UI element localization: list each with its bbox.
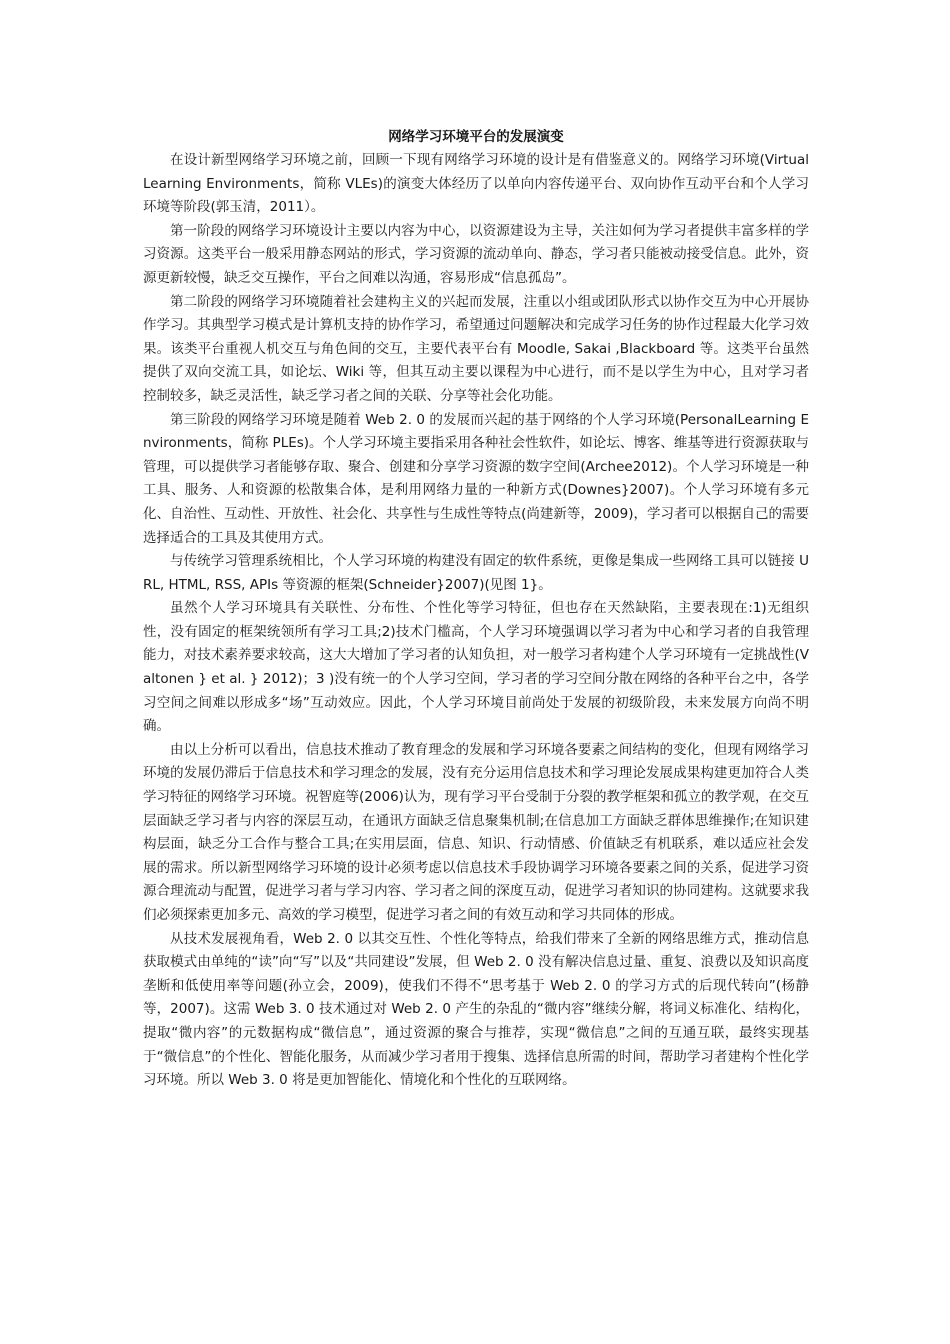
paragraph-intro: 在设计新型网络学习环境之前，回顾一下现有网络学习环境的设计是有借鉴意义的。网络学习环境(Virtual Learning Environments，简称 VLEs)的演变大体经历了以单向内容传递平台、双向协作互动平台和个人学习环境等阶段(郭玉清，2011）。 [143, 152, 809, 216]
paragraph-comparison: 与传统学习管理系统相比，个人学习环境的构建没有固定的软件系统，更像是集成一些网络工具可以链接 URL, HTML, RSS, APIs 等资源的框架(Schneider}2007)(见图 1}。 [143, 553, 809, 593]
document-title: 网络学习环境平台的发展演变 [388, 129, 564, 145]
document-page [143, 126, 809, 1093]
paragraph-defects: 虽然个人学习环境具有关联性、分布性、个性化等学习特征，但也存在天然缺陷，主要表现在:1)无组织性，没有固定的框架统领所有学习工具;2)技术门槛高，个人学习环境强调以学习者为中心和学习者的自我管理能力，对技术素养要求较高，这大大增加了学习者的认知负担，对一般学习者构建个人学习环境有一定挑战性(Valtonen } et al. } 2012)；3 )没有统一的个人学习空间，学习者的学习空间分散在网络的各种平台之中，各学习空间之间难以形成多“场”互动效应。因此，个人学习环境目前尚处于发展的初级阶段，未来发展方向尚不明确。 [143, 600, 809, 735]
paragraph-analysis: 由以上分析可以看出，信息技术推动了教育理念的发展和学习环境各要素之间结构的变化，但现有网络学习环境的发展仍滞后于信息技术和学习理念的发展，没有充分运用信息技术和学习理论发展成果构建更加符合人类学习特征的网络学习环境。祝智庭等(2006)认为，现有学习平台受制于分裂的教学框架和孤立的教学观，在交互层面缺乏学习者与内容的深层互动，在通讯方面缺乏信息聚集机制;在信息加工方面缺乏群体思维操作;在知识建构层面，缺乏分工合作与整合工具;在实用层面，信息、知识、行动情感、价值缺乏有机联系，难以适应社会发展的需求。所以新型网络学习环境的设计必须考虑以信息技术手段协调学习环境各要素之间的关系，促进学习资源合理流动与配置，促进学习者与学习内容、学习者之间的深度互动，促进学习者知识的协同建构。这就要求我们必须探索更加多元、高效的学习模型，促进学习者之间的有效互动和学习共同体的形成。 [143, 741, 809, 923]
paragraph-stage-three: 第三阶段的网络学习环境是随着 Web 2. 0 的发展而兴起的基于网络的个人学习环境(PersonalLearning Environments，简称 PLEs)。个人学习环境主要指采用各种社会性软件，如论坛、博客、维基等进行资源获取与管理，可以提供学习者能够存取、聚合、创建和分享学习资源的数字空间(Archee2012)。个人学习环境是一种工具、服务、人和资源的松散集合体，是利用网络力量的一种新方式(Downes}2007)。个人学习环境有多元化、自治性、互动性、开放性、社会化、共享性与生成性等特点(尚建新等，2009)，学习者可以根据自己的需要选择适合的工具及其使用方式。 [143, 411, 809, 546]
paragraph-stage-two: 第二阶段的网络学习环境随着社会建构主义的兴起而发展，注重以小组或团队形式以协作交互为中心开展协作学习。其典型学习模式是计算机支持的协作学习，希望通过问题解决和完成学习任务的协作过程最大化学习效果。该类平台重视人机交互与角色间的交互，主要代表平台有 Moodle, Sakai ,Blackboard 等。这类平台虽然提供了双向交流工具，如论坛、Wiki 等，但其互动主要以课程为中心进行，而不是以学生为中心，且对学习者控制较多，缺乏灵活性，缺乏学习者之间的关联、分享等社会化功能。 [143, 293, 809, 404]
paragraph-web3: 从技术发展视角看，Web 2. 0 以其交互性、个性化等特点，给我们带来了全新的网络思维方式，推动信息获取模式由单纯的“读”向“写”以及“共同建设”发展，但 Web 2. 0 没有解决信息过量、重复、浪费以及知识高度垄断和低使用率等问题(孙立会，2009)，使我们不得不“思考基于 Web 2. 0 的学习方式的后现代转向”(杨静等，2007)。这需 Web 3. 0 技术通过对 Web 2. 0 产生的杂乱的“微内容”继续分解，将词义标准化、结构化，提取“微内容”的元数据构成“微信息”，通过资源的聚合与推荐，实现“微信息”之间的互通互联，最终实现基于“微信息”的个性化、智能化服务，从而减少学习者用于搜集、选择信息所需的时间，帮助学习者建构个性化学习环境。所以 Web 3. 0 将是更加智能化、情境化和个性化的互联网络。 [143, 930, 809, 1089]
paragraph-stage-one: 第一阶段的网络学习环境设计主要以内容为中心，以资源建设为主导，关注如何为学习者提供丰富多样的学习资源。这类平台一般采用静态网站的形式，学习资源的流动单向、静态，学习者只能被动接受信息。此外，资源更新较慢，缺乏交互操作，平台之间难以沟通，容易形成“信息孤岛”。 [143, 222, 809, 286]
